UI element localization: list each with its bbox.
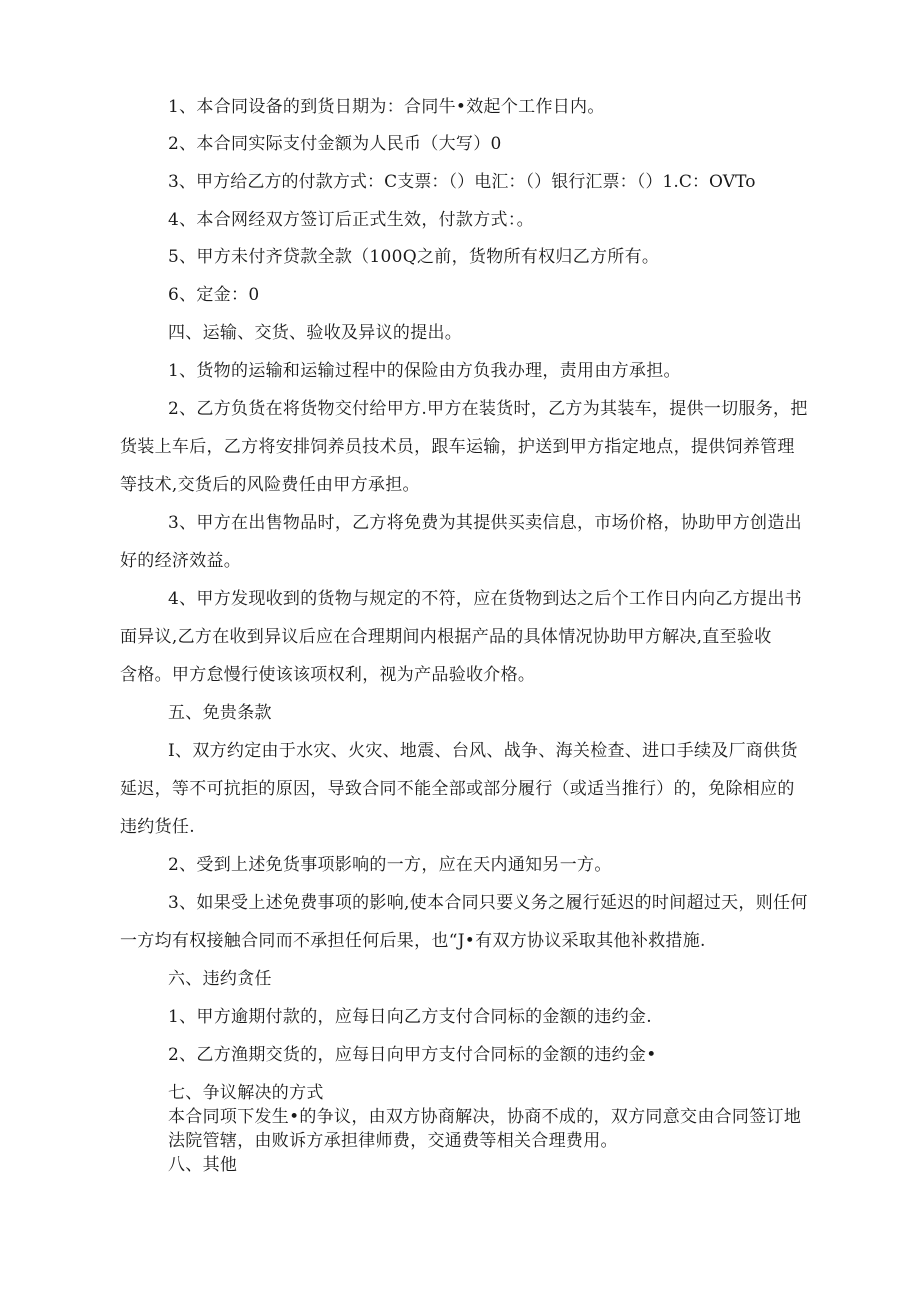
transport-item-2-line-2: 货装上车后，乙方将安排饲养员技术员，跟车运输，护送到甲方指定地点，提供饲养管理 bbox=[120, 437, 795, 457]
liability-item-2: 2、乙方渔期交货的，应每日向甲方支付合同标的金额的违约金• bbox=[168, 1045, 657, 1065]
transport-item-3-line-2: 好的经济效益。 bbox=[120, 551, 242, 571]
liability-item-1: 1、甲方逾期付款的，应每日向乙方支付合同标的金额的违约金. bbox=[168, 1007, 652, 1027]
transport-item-4-line-2: 面异议,乙方在收到异议后应在合理期间内根据产品的具体情况协助甲方解决,直至验收 bbox=[120, 627, 772, 647]
dispute-text-line-2: 法院管辖，由败诉方承担律师费，交通费等相关合理费用。 bbox=[168, 1131, 618, 1151]
transport-item-2-line-3: 等技术,交货后的风险费任由甲方承担。 bbox=[120, 475, 420, 495]
dispute-text-line-1: 本合同项下发生•的争议，由双方协商解决，协商不成的，双方同意交由合同签订地 bbox=[168, 1107, 802, 1127]
section-heading-other: 八、其他 bbox=[168, 1155, 238, 1175]
section-heading-liability: 六、违约贪任 bbox=[168, 969, 272, 989]
clause-ownership: 5、甲方未付齐贷款全款（100Q之前，货物所有权归乙方所有。 bbox=[168, 247, 660, 267]
clause-deposit: 6、定金：0 bbox=[168, 285, 260, 305]
transport-item-4-line-3: 含格。甲方怠慢行使该该项权利，视为产品验收介格。 bbox=[120, 665, 536, 685]
transport-item-2-line-1: 2、乙方负货在将货物交付给甲方.甲方在装货时，乙方为其装车，提供一切服务，把 bbox=[168, 399, 808, 419]
clause-payment-method: 3、甲方给乙方的付款方式：C支票：（）电汇：（）银行汇票：（）1.C：OVTo bbox=[168, 172, 756, 192]
exemption-item-2: 2、受到上述免货事项影响的一方，应在天内通知另一方。 bbox=[168, 855, 612, 875]
exemption-item-1-line-1: I、双方约定由于水灾、火灾、地震、台风、战争、海关检查、进口手续及厂商供货 bbox=[168, 741, 798, 761]
section-heading-transport: 四、运输、交货、验收及异议的提出。 bbox=[168, 323, 463, 343]
section-heading-exemption: 五、免贵条款 bbox=[168, 703, 272, 723]
clause-delivery-date: 1、本合同设备的到货日期为：合同牛•效起个工作日内。 bbox=[168, 97, 605, 117]
exemption-item-3-line-2: 一方均有权接触合同而不承担任何后果，也“J•有双方协议采取其他补救措施. bbox=[120, 931, 706, 951]
clause-effective: 4、本合网经双方签订后正式生效，付款方式：。 bbox=[168, 210, 534, 230]
transport-item-4-line-1: 4、甲方发现收到的货物与规定的不符，应在货物到达之后个工作日内向乙方提出书 bbox=[168, 589, 802, 609]
exemption-item-3-line-1: 3、如果受上述免费事项的影响,使本合同只要义务之履行延迟的时间超过天，则任何 bbox=[168, 893, 808, 913]
exemption-item-1-line-3: 违约货任. bbox=[120, 817, 195, 837]
clause-payment-amount: 2、本合同实际支付金额为人民币（大写）0 bbox=[168, 134, 502, 154]
transport-item-3-line-1: 3、甲方在出售物品时，乙方将免费为其提供买卖信息，市场价格，协助甲方创造出 bbox=[168, 513, 802, 533]
exemption-item-1-line-2: 延迟，等不可抗拒的原因，导致合同不能全部或部分履行（或适当推行）的，免除相应的 bbox=[120, 779, 795, 799]
section-heading-dispute: 七、争议解决的方式 bbox=[168, 1083, 324, 1103]
transport-item-1: 1、货物的运输和运输过程中的保险由方负我办理，责用由方承担。 bbox=[168, 361, 681, 381]
